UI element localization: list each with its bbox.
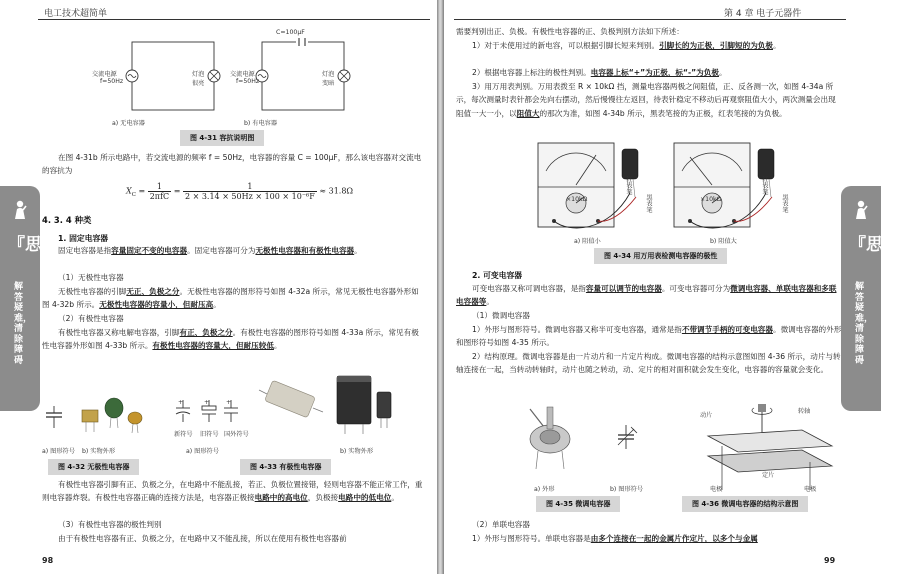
q1-b: 。可变电容器可分为 bbox=[661, 284, 731, 293]
side-tab-slogan: 解答疑难，清除障碍 bbox=[14, 282, 33, 366]
item-polarity-test: （3）有极性电容器的极性判别 bbox=[58, 520, 162, 529]
side-tab-left bbox=[0, 186, 59, 411]
q1-c: 。 bbox=[486, 297, 494, 307]
p4-c: 。 bbox=[391, 493, 399, 503]
paragraph-polar-connection bbox=[42, 478, 426, 505]
book-gutter bbox=[437, 0, 444, 574]
paragraph-nonpolar bbox=[42, 285, 426, 312]
fig434b-black-probe-label: 黑表笔 bbox=[781, 194, 788, 213]
fig431b-supply-label: 交流电源 bbox=[230, 71, 255, 78]
formula-eq1: = bbox=[138, 186, 146, 196]
figure-4-31-caption: 图 4-31 容抗说明图 bbox=[180, 130, 264, 146]
fig434b-red-probe-label: 红表笔 bbox=[761, 176, 768, 195]
svg-text:+: + bbox=[226, 399, 232, 406]
p1-b: 。固定电容器可分为 bbox=[187, 246, 256, 255]
fig434a-range-label: ×10kΩ bbox=[566, 196, 588, 203]
fig436-moving-plate-label: 动片 bbox=[700, 412, 713, 419]
thinking-person-icon bbox=[12, 200, 28, 220]
fig436-fixed-plate-label: 定片 bbox=[762, 472, 775, 479]
p2-highlight-1: 无正、负极之分 bbox=[126, 287, 180, 296]
p2-b: 。无极性电容器的图形符号如图 4-32a 所示，常见无极性电容器外形如图 4-32b 所示。 bbox=[42, 287, 419, 310]
p4-a: 有极性电容器引脚有正、负极之分，在电路中不能乱接，若正、负极位置接错，轻则电容器不能正常工作，重则电容器炸裂。有极性电容器正确的连接方法是，电容器正极接 bbox=[42, 480, 423, 503]
side-tab-right bbox=[841, 186, 900, 411]
svg-text:+: + bbox=[204, 399, 210, 406]
q1-a: 可变电容器又称可调电容器，是指 bbox=[472, 284, 586, 293]
p3-c: 。 bbox=[273, 341, 282, 351]
p2-highlight-2: 无极性电容器的容量小，但耐压高 bbox=[99, 300, 214, 310]
fig431a-lamp-state: 很亮 bbox=[192, 80, 205, 87]
section-4-3-4-heading: 4. 3. 4 种类 bbox=[42, 215, 92, 225]
side-tab-big-char: 『思』 bbox=[849, 235, 900, 255]
formula-result: ≈ 31.8Ω bbox=[319, 186, 354, 196]
q1-highlight-2: 微调电容器、单联电容器和多联电容器等 bbox=[456, 284, 837, 307]
fig436-electrode-1-label: 电极 bbox=[710, 486, 723, 493]
p1-highlight-1: 容量固定不变的电容器 bbox=[111, 246, 188, 255]
fig433b-subcaption: b) 实物外形 bbox=[340, 448, 374, 455]
p4-highlight-1: 电路中的高电位 bbox=[254, 493, 308, 503]
fig433-symbol-old: 旧符号 bbox=[200, 431, 219, 438]
page-number-left: 98 bbox=[42, 556, 54, 565]
fig434b-range-label: ×10kΩ bbox=[700, 196, 722, 203]
fig431b-subcaption: b) 有电容器 bbox=[244, 120, 278, 127]
p1-highlight-2: 无极性电容器和有极性电容器 bbox=[255, 246, 355, 255]
p3-highlight-1: 有正、负极之分 bbox=[179, 328, 233, 337]
formula-fraction-2 bbox=[183, 182, 317, 201]
formula-f1-den: 2πfC bbox=[149, 192, 170, 201]
figure-4-36-caption: 图 4-36 微调电容器的结构示意图 bbox=[682, 496, 808, 512]
paragraph-capacitive-reactance: 在图 4-31b 所示电路中，若交流电源的频率 f = 50Hz，电容器的容量 C = 100μF，那么该电容器对交流电的容抗为 bbox=[42, 153, 422, 176]
p2-c: 。 bbox=[213, 300, 221, 310]
p1-a: 固定电容器是指 bbox=[58, 246, 112, 255]
variable-capacitor-heading: 2. 可变电容器 bbox=[472, 271, 523, 280]
figure-4-33-drawing bbox=[175, 372, 405, 452]
paragraph-variable-capacitor bbox=[456, 282, 842, 309]
left-page bbox=[0, 0, 437, 574]
m1-a: 1）对于未使用过的新电容，可以根据引脚长短来判别。 bbox=[472, 41, 660, 50]
q2-b: 。微调电容器的外形和图形符号如图 4-35 所示。 bbox=[456, 325, 842, 348]
reactance-formula bbox=[126, 182, 353, 201]
figure-4-34-caption: 图 4-34 用万用表检测电容器的极性 bbox=[594, 248, 727, 264]
m1-b: 。 bbox=[773, 41, 781, 50]
figure-4-36-drawing bbox=[692, 402, 852, 494]
fig433-symbol-new: 新符号 bbox=[174, 431, 193, 438]
item-polar: （2）有极性电容器 bbox=[58, 314, 124, 323]
fixed-capacitor-heading: 1. 固定电容器 bbox=[58, 234, 109, 243]
fig435a-subcaption: a) 外形 bbox=[534, 486, 555, 493]
m2-highlight: 电容器上标“+”为正极，标“-”为负极 bbox=[590, 68, 719, 77]
m3-b: 的那次为准，如图 4-34b 所示，黑表笔接的为正极，红表笔接的为负极。 bbox=[539, 108, 787, 118]
item-trimmer: （1）微调电容器 bbox=[472, 311, 530, 320]
formula-lhs: X bbox=[126, 186, 132, 196]
fig433a-subcaption: a) 图形符号 bbox=[186, 448, 219, 455]
page-number-right: 99 bbox=[824, 556, 836, 565]
fig433-symbol-intl: 国外符号 bbox=[224, 431, 249, 438]
p4-b: ，负极接 bbox=[307, 493, 339, 503]
formula-f2-num: 1 bbox=[183, 182, 317, 192]
side-tab-big-char: 『思』 bbox=[8, 235, 59, 255]
paragraph-polarity-intro: 由于有极性电容器有正、负极之分，在电路中又不能乱接，所以在使用有极性电容器前 bbox=[58, 534, 347, 543]
figure-4-33-caption: 图 4-33 有极性电容器 bbox=[240, 459, 331, 475]
q2-a: 1）外形与图形符号。微调电容器又称半可变电容器，通常是指 bbox=[472, 325, 682, 334]
formula-f1-num: 1 bbox=[148, 182, 171, 192]
fig434a-black-probe-label: 黑表笔 bbox=[645, 194, 652, 213]
figure-4-35-drawing bbox=[514, 403, 654, 479]
running-head: 电工技术超简单 bbox=[44, 9, 108, 19]
fig431a-freq-label: f=50Hz bbox=[100, 78, 124, 85]
formula-lhs-sub: C bbox=[131, 192, 136, 199]
running-head: 第 4 章 电子元器件 bbox=[724, 9, 802, 19]
fig434a-subcaption: a) 阻值小 bbox=[574, 238, 601, 245]
figure-4-35-caption: 图 4-35 微调电容器 bbox=[536, 496, 620, 512]
fig436-shaft-label: 转轴 bbox=[798, 408, 811, 415]
fig431a-supply-label: 交流电源 bbox=[92, 71, 117, 78]
fig431a-lamp-label: 灯泡 bbox=[192, 71, 205, 78]
formula-fraction-1 bbox=[148, 182, 171, 201]
paragraph-trimmer-structure: 2）结构原理。微调电容器是由一片动片和一片定片构成。微调电容器的结构示意图如图 4-36 所示，动片与转轴连接在一起，当转动转轴时，动片也随之转动，动、定片的相对面积就会发生变化，电容器的容量就会变化。 bbox=[456, 352, 841, 375]
fig431b-lamp-label: 灯泡 bbox=[322, 71, 335, 78]
m2-a: 2）根据电容器上标注的极性判别。 bbox=[472, 68, 591, 77]
m2-b: 。 bbox=[718, 68, 727, 77]
fig435b-subcaption: b) 图形符号 bbox=[610, 486, 644, 493]
q2-highlight: 不带调节手柄的可变电容器 bbox=[681, 325, 773, 334]
thinking-person-icon bbox=[853, 200, 869, 220]
paragraph-polarity-methods: 需要判别出正、负极。有极性电容器的正、负极判别方法如下所述： bbox=[456, 27, 684, 36]
fig436-electrode-2-label: 电极 bbox=[804, 486, 817, 493]
paragraph-trimmer-shape bbox=[456, 323, 842, 350]
item-nonpolar: （1）无极性电容器 bbox=[58, 273, 124, 282]
q1-highlight-1: 容量可以调节的电容器 bbox=[585, 284, 662, 293]
header-rule bbox=[454, 19, 846, 20]
q4-highlight: 由多个连接在一起的金属片作定片，以多个与金属 bbox=[590, 534, 758, 543]
method-3 bbox=[456, 80, 842, 120]
p1-c: 。 bbox=[354, 246, 362, 255]
m1-highlight: 引脚长的为正极，引脚短的为负极 bbox=[659, 41, 773, 50]
fig432b-subcaption: b) 实物外形 bbox=[82, 448, 116, 455]
figure-4-32-drawing bbox=[42, 388, 152, 443]
right-page bbox=[444, 0, 900, 574]
fig434a-red-probe-label: 红表笔 bbox=[625, 176, 632, 195]
p3-highlight-2: 有极性电容器的容量大，但耐压较低 bbox=[152, 341, 274, 351]
method-2 bbox=[456, 66, 842, 79]
svg-text:+: + bbox=[178, 399, 184, 406]
paragraph-single-gang bbox=[456, 532, 848, 545]
p4-highlight-2: 电路中的低电位 bbox=[338, 493, 392, 503]
q4-a: 1）外形与图形符号。单联电容器是 bbox=[472, 534, 591, 543]
fig431b-cap-label: C=100μF bbox=[276, 29, 305, 36]
paragraph-fixed-capacitor bbox=[42, 244, 426, 257]
m3-a: 3）用万用表判别。万用表拨至 R × 10kΩ 挡，测量电容器两极之间阻值，正、反各测一次，如图 4-34a 所示，每次测量时表针都会先向右摆动，然后慢慢往左返回，待表针稳定不移动后再观察阻值大小，两次测量会出现阻值一大一小，以 bbox=[456, 82, 836, 118]
p3-a: 有极性电容器又称电解电容器，引脚 bbox=[58, 328, 180, 337]
formula-f2-den: 2 × 3.14 × 50Hz × 100 × 10⁻⁶F bbox=[184, 192, 315, 201]
method-1 bbox=[456, 39, 842, 52]
header-rule bbox=[38, 19, 430, 20]
fig431b-lamp-state: 变暗 bbox=[322, 80, 335, 87]
p2-a: 无极性电容器的引脚 bbox=[58, 287, 127, 296]
item-single-gang: （2）单联电容器 bbox=[472, 520, 530, 529]
m3-highlight: 阻值大 bbox=[516, 108, 540, 118]
side-tab-slogan: 解答疑难，清除障碍 bbox=[855, 282, 874, 366]
figure-4-32-caption: 图 4-32 无极性电容器 bbox=[48, 459, 139, 475]
fig431b-freq-label: f=50Hz bbox=[236, 78, 260, 85]
fig431a-subcaption: a) 无电容器 bbox=[112, 120, 145, 127]
formula-eq2: = bbox=[173, 186, 181, 196]
p3-b: 。有极性电容器的图形符号如图 4-33a 所示，常见有极性电容器外形如图 4-33b 所示。 bbox=[42, 328, 419, 351]
paragraph-polar bbox=[42, 326, 426, 353]
fig432a-subcaption: a) 图形符号 bbox=[42, 448, 75, 455]
fig434b-subcaption: b) 阻值大 bbox=[710, 238, 737, 245]
